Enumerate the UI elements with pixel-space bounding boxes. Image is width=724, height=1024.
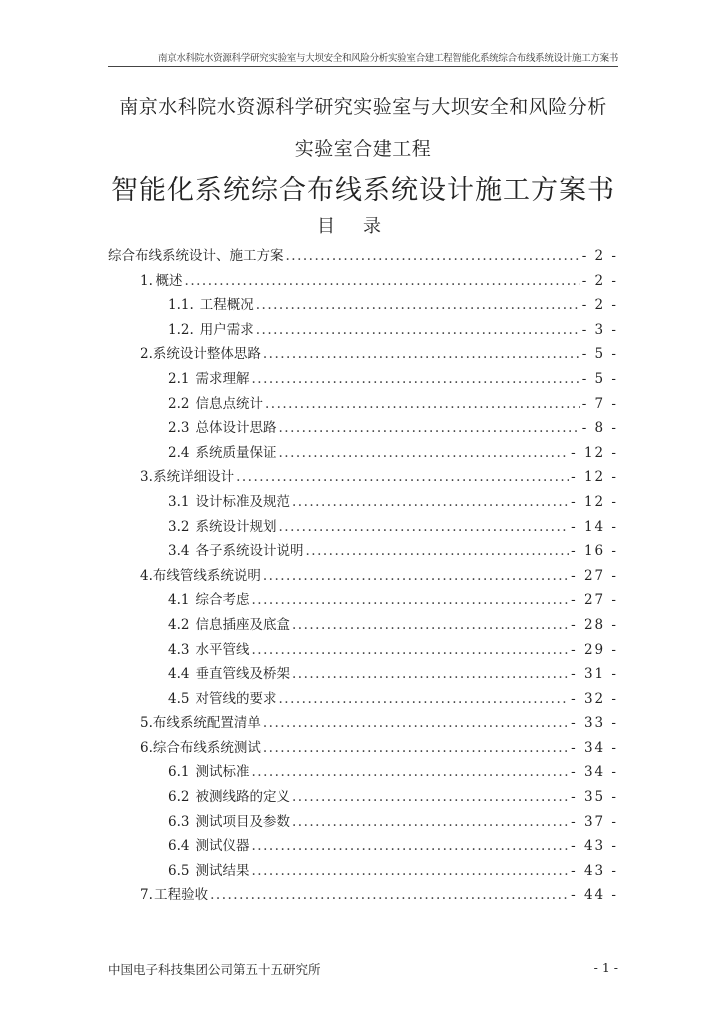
toc-entry[interactable] [108, 490, 618, 515]
toc-entry[interactable] [108, 662, 618, 687]
toc-leader-dots [292, 789, 569, 805]
toc-entry-number: 6. [140, 739, 153, 756]
toc-entry-page: - 27 - [571, 592, 618, 609]
toc-leader-dots [292, 666, 569, 682]
toc-entry-number: 6.2 [168, 789, 190, 806]
toc-entry-page: - 3 - [581, 321, 618, 338]
toc-leader-dots [265, 396, 580, 412]
toc-entry[interactable] [108, 588, 618, 613]
footer-page-number: - 1 - [593, 960, 618, 975]
toc-entry[interactable] [108, 613, 618, 638]
toc-leader-dots [251, 592, 569, 608]
toc-leader-dots [251, 764, 569, 780]
toc-entry-page: - 8 - [581, 420, 618, 437]
toc-entry[interactable] [108, 367, 618, 392]
toc-entry-page: - 43 - [571, 838, 618, 855]
toc-entry-page: - 12 - [571, 493, 618, 510]
toc-entry[interactable] [108, 711, 618, 736]
toc-entry-title: 测试项目及参数 [195, 813, 290, 830]
toc-entry[interactable] [108, 736, 618, 761]
toc-entry-number: 4.4 [168, 666, 190, 683]
toc-entry-page: - 31 - [571, 666, 618, 683]
toc-entry-number: 6.3 [168, 813, 190, 830]
toc-entry-title: 用户需求 [199, 321, 254, 338]
toc-entry-number: 2.3 [168, 420, 190, 437]
toc-entry[interactable] [108, 318, 618, 343]
toc-entry-title: 系统设计规划 [195, 518, 277, 535]
toc-entry-number: 3. [140, 469, 153, 486]
toc-entry-title: 布线系统配置清单 [152, 715, 261, 732]
toc-entry[interactable] [108, 441, 618, 466]
toc-entry-number: 6.1 [168, 764, 190, 781]
toc-entry-number: 4.1 [168, 592, 190, 609]
toc-entry-number: 2.1 [168, 370, 190, 387]
toc-entry[interactable] [108, 392, 618, 417]
toc-heading: 目录 [317, 216, 409, 237]
toc-leader-dots [263, 346, 580, 362]
document-title-line2: 实验室合建工程 [294, 138, 432, 160]
toc-leader-dots [278, 420, 579, 436]
toc-entry-page: - 12 - [571, 444, 618, 461]
toc-entry[interactable] [108, 465, 618, 490]
toc-entry-number: 4.5 [168, 690, 190, 707]
toc-entry-number: 4.2 [168, 616, 190, 633]
toc-leader-dots [305, 543, 569, 559]
toc-entry[interactable] [108, 564, 618, 589]
toc-leader-dots [278, 519, 569, 535]
toc-entry-number: 4. [140, 567, 153, 584]
toc-entry-page: - 5 - [581, 370, 618, 387]
toc-entry-title: 各子系统设计说明 [195, 543, 304, 560]
toc-leader-dots [251, 863, 569, 879]
toc-entry-number: 6.5 [168, 862, 190, 879]
toc-leader-dots [292, 494, 569, 510]
toc-leader-dots [263, 715, 569, 731]
toc-entry-number: 3.1 [168, 493, 190, 510]
toc-entry-page: - 16 - [571, 543, 618, 560]
toc-leader-dots [251, 371, 579, 387]
toc-entry[interactable] [108, 342, 618, 367]
toc-entry[interactable] [108, 687, 618, 712]
toc-entry-page: - 43 - [571, 862, 618, 879]
toc-entry-number: 2.2 [168, 395, 190, 412]
toc-entry-title: 对管线的要求 [195, 690, 277, 707]
toc-leader-dots [263, 740, 569, 756]
toc-entry-number: 4.3 [168, 641, 190, 658]
toc-entry-number: 7. [140, 887, 153, 904]
toc-entry-number: 6.4 [168, 838, 190, 855]
toc-entry-title: 系统设计整体思路 [152, 346, 261, 363]
toc-entry-title: 被测线路的定义 [195, 789, 290, 806]
toc-entry-page: - 2 - [581, 272, 618, 289]
toc-entry-page: - 34 - [571, 764, 618, 781]
toc-entry-title: 信息插座及底盒 [195, 616, 290, 633]
toc-entry-page: - 35 - [571, 789, 618, 806]
toc-entry-page: - 5 - [581, 346, 618, 363]
toc-leader-dots [263, 568, 569, 584]
document-main-title: 智能化系统综合布线系统设计施工方案书 [111, 175, 615, 206]
toc-entry-title: 信息点统计 [195, 395, 263, 412]
toc-leader-dots [292, 617, 569, 633]
toc-leader-dots [256, 322, 580, 338]
toc-entry[interactable] [108, 416, 618, 441]
toc-entry-number: 1.1. [168, 297, 194, 314]
toc-entry-page: - 12 - [571, 469, 618, 486]
toc-leader-dots [251, 642, 569, 658]
toc-leader-dots [185, 273, 580, 289]
toc-entry-page: - 28 - [571, 616, 618, 633]
toc-entry-page: - 2 - [581, 248, 618, 264]
toc-entry-number: 5. [140, 715, 153, 732]
toc-leader-dots [278, 445, 569, 461]
toc-entry[interactable] [108, 539, 618, 564]
toc-leader-dots [292, 814, 569, 830]
toc-entry-page: - 34 - [571, 739, 618, 756]
toc-entry[interactable] [108, 883, 618, 908]
running-header: 南京水科院水资源科学研究实验室与大坝安全和风险分析实验室合建工程智能化系统综合布线系统设计施工方案书 [157, 53, 618, 64]
toc-entry-title: 测试标准 [195, 764, 250, 781]
toc-entry[interactable] [108, 760, 618, 785]
toc-entry-title: 测试结果 [195, 862, 250, 879]
footer-organization: 中国电子科技集团公司第五十五研究所 [108, 962, 321, 977]
toc-leader-dots [251, 838, 569, 854]
toc-entry-title: 总体设计思路 [195, 420, 277, 437]
toc-entry-title: 综合布线系统测试 [152, 739, 261, 756]
toc-entry-number: 2. [140, 346, 153, 363]
toc-entry-number: 3.2 [168, 518, 190, 535]
toc-entry-page: - 27 - [571, 567, 618, 584]
toc-entry-page: - 37 - [571, 813, 618, 830]
toc-entry-page: - 44 - [571, 887, 618, 904]
toc-leader-dots [256, 297, 580, 313]
toc-entry[interactable] [108, 834, 618, 859]
toc-leader-dots [286, 248, 580, 264]
toc-entry-title: 工程概况 [199, 297, 254, 314]
toc-entry-title: 设计标准及规范 [195, 493, 290, 510]
toc-entry-title: 布线管线系统说明 [152, 567, 261, 584]
document-title-line1: 南京水科院水资源科学研究实验室与大坝安全和风险分析 [119, 96, 607, 118]
toc-entry-number: 2.4 [168, 444, 190, 461]
toc-entry-title: 测试仪器 [195, 838, 250, 855]
toc-entry-title: 水平管线 [195, 641, 250, 658]
toc-entry[interactable] [108, 859, 618, 884]
toc-entry-page: - 2 - [581, 297, 618, 314]
toc-entry-page: - 33 - [571, 715, 618, 732]
toc-leader-dots [278, 691, 569, 707]
toc-entry-page: - 7 - [581, 395, 618, 412]
toc-entry-number: 1. [140, 272, 153, 289]
toc-entry[interactable] [108, 244, 618, 269]
toc-entry[interactable] [108, 293, 618, 318]
toc-entry-title: 垂直管线及桥架 [195, 666, 290, 683]
toc-entry-page: - 32 - [571, 690, 618, 707]
table-of-contents [108, 244, 618, 908]
toc-entry-title: 系统质量保证 [195, 444, 277, 461]
toc-entry-number: 3.4 [168, 543, 190, 560]
toc-entry-title: 综合考虑 [195, 592, 250, 609]
toc-entry-number: 1.2. [168, 321, 194, 338]
toc-entry[interactable] [108, 269, 618, 294]
toc-entry[interactable] [108, 785, 618, 810]
toc-entry[interactable] [108, 810, 618, 835]
toc-entry-page: - 14 - [571, 518, 618, 535]
toc-leader-dots [236, 469, 569, 485]
header-rule [108, 66, 618, 67]
toc-entry-title: 工程验收 [154, 887, 209, 904]
toc-entry-title: 需求理解 [195, 370, 250, 387]
toc-leader-dots [210, 887, 569, 903]
toc-entry-title: 综合布线系统设计、施工方案 [108, 248, 284, 264]
toc-entry-title: 概述 [155, 272, 183, 289]
toc-entry-title: 系统详细设计 [153, 469, 235, 486]
toc-entry-page: - 29 - [571, 641, 618, 658]
toc-entry[interactable] [108, 515, 618, 540]
toc-entry[interactable] [108, 638, 618, 663]
